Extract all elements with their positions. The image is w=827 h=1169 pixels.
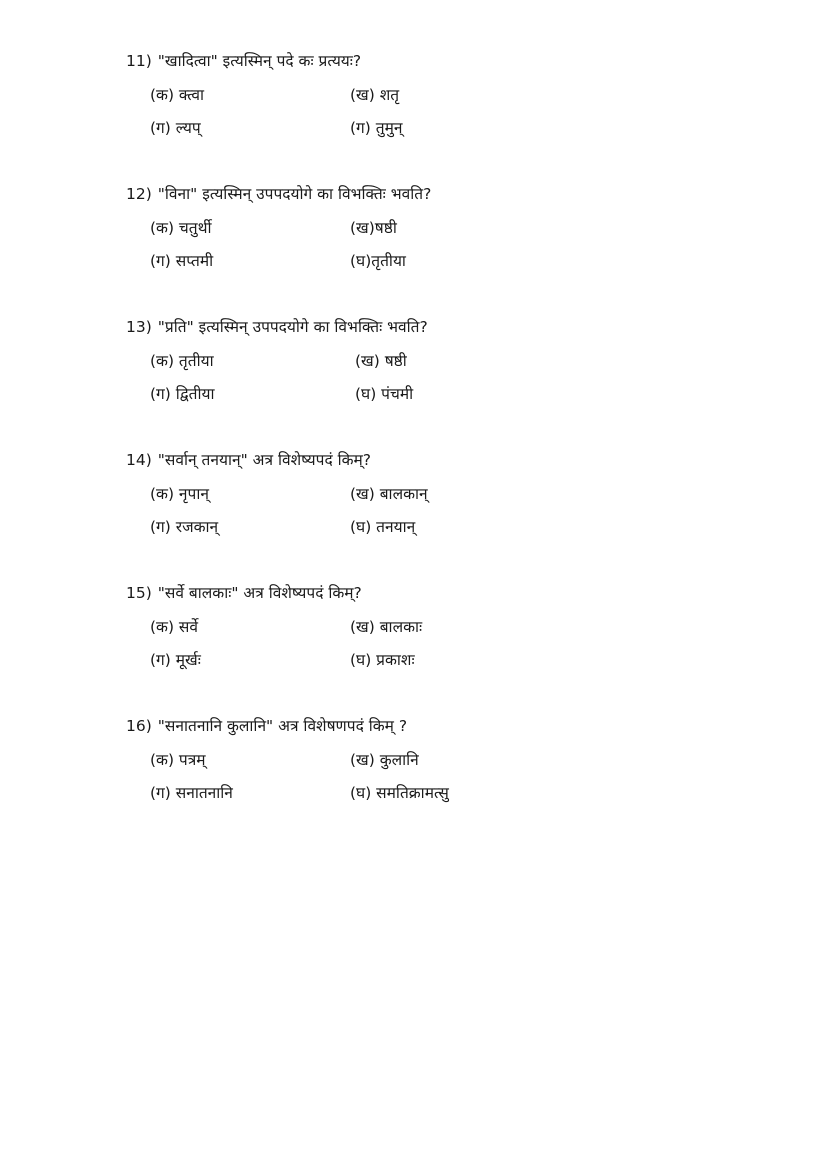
- options-row: [126, 251, 686, 271]
- question-line: [126, 184, 686, 204]
- option-kha: (ख) बालकान्: [350, 485, 428, 503]
- question-text: "सर्वान् तनयान्" अत्र विशेष्यपदं किम्?: [157, 451, 372, 469]
- option-ka: (क) सर्वे: [150, 618, 199, 636]
- question-13: [126, 317, 686, 404]
- options-row: [126, 484, 686, 504]
- question-11: [126, 51, 686, 138]
- question-number: 16): [126, 717, 152, 735]
- question-15: [126, 583, 686, 670]
- options-row: [126, 384, 686, 404]
- option-gha: (घ) प्रकाशः: [350, 651, 415, 669]
- options-row: [126, 617, 686, 637]
- option-kha: (ख) षष्ठी: [355, 352, 407, 370]
- option-ga: (ग) मूर्खः: [150, 651, 201, 669]
- option-ka: (क) क्त्वा: [150, 86, 204, 104]
- question-number: 13): [126, 318, 152, 336]
- option-kha: (ख)षष्ठी: [350, 219, 397, 237]
- option-ka: (क) नृपान्: [150, 485, 209, 503]
- option-ga: (ग) सनातनानि: [150, 784, 233, 802]
- question-line: [126, 450, 686, 470]
- question-text: "सनातनानि कुलानि" अत्र विशेषणपदं किम् ?: [157, 717, 408, 735]
- options-row: [126, 517, 686, 537]
- question-text: "विना" इत्यस्मिन् उपपदयोगे का विभक्तिः भवति?: [157, 185, 432, 203]
- option-ga: (ग) रजकान्: [150, 518, 219, 536]
- option-gha: (घ)तृतीया: [350, 252, 406, 270]
- question-number: 11): [126, 52, 152, 70]
- question-line: [126, 317, 686, 337]
- option-ga: (ग) सप्तमी: [150, 252, 214, 270]
- question-line: [126, 583, 686, 603]
- question-text: "सर्वे बालकाः" अत्र विशेष्यपदं किम्?: [157, 584, 362, 602]
- option-gha: (घ) समतिक्रामत्सु: [350, 784, 449, 802]
- option-ga: (ग) द्वितीया: [150, 385, 215, 403]
- option-kha: (ख) शतृ: [350, 86, 400, 104]
- question-16: [126, 716, 686, 803]
- question-12: [126, 184, 686, 271]
- option-gha: (घ) पंचमी: [355, 385, 414, 403]
- question-14: [126, 450, 686, 537]
- question-line: [126, 716, 686, 736]
- question-line: [126, 51, 686, 71]
- option-kha: (ख) कुलानि: [350, 751, 419, 769]
- option-ga: (ग) ल्यप्: [150, 119, 201, 137]
- options-row: [126, 218, 686, 238]
- option-ka: (क) तृतीया: [150, 352, 214, 370]
- option-kha: (ख) बालकाः: [350, 618, 423, 636]
- question-number: 14): [126, 451, 152, 469]
- option-ka: (क) चतुर्थी: [150, 219, 212, 237]
- options-row: [126, 118, 686, 138]
- question-text: "खादित्वा" इत्यस्मिन् पदे कः प्रत्ययः?: [157, 52, 362, 70]
- options-row: [126, 750, 686, 770]
- options-row: [126, 351, 686, 371]
- question-number: 12): [126, 185, 152, 203]
- question-number: 15): [126, 584, 152, 602]
- option-gha: (घ) तनयान्: [350, 518, 416, 536]
- option-ka: (क) पत्रम्: [150, 751, 206, 769]
- options-row: [126, 650, 686, 670]
- question-text: "प्रति" इत्यस्मिन् उपपदयोगे का विभक्तिः भवति?: [157, 318, 428, 336]
- options-row: [126, 85, 686, 105]
- option-gha: (ग) तुमुन्: [350, 119, 403, 137]
- options-row: [126, 783, 686, 803]
